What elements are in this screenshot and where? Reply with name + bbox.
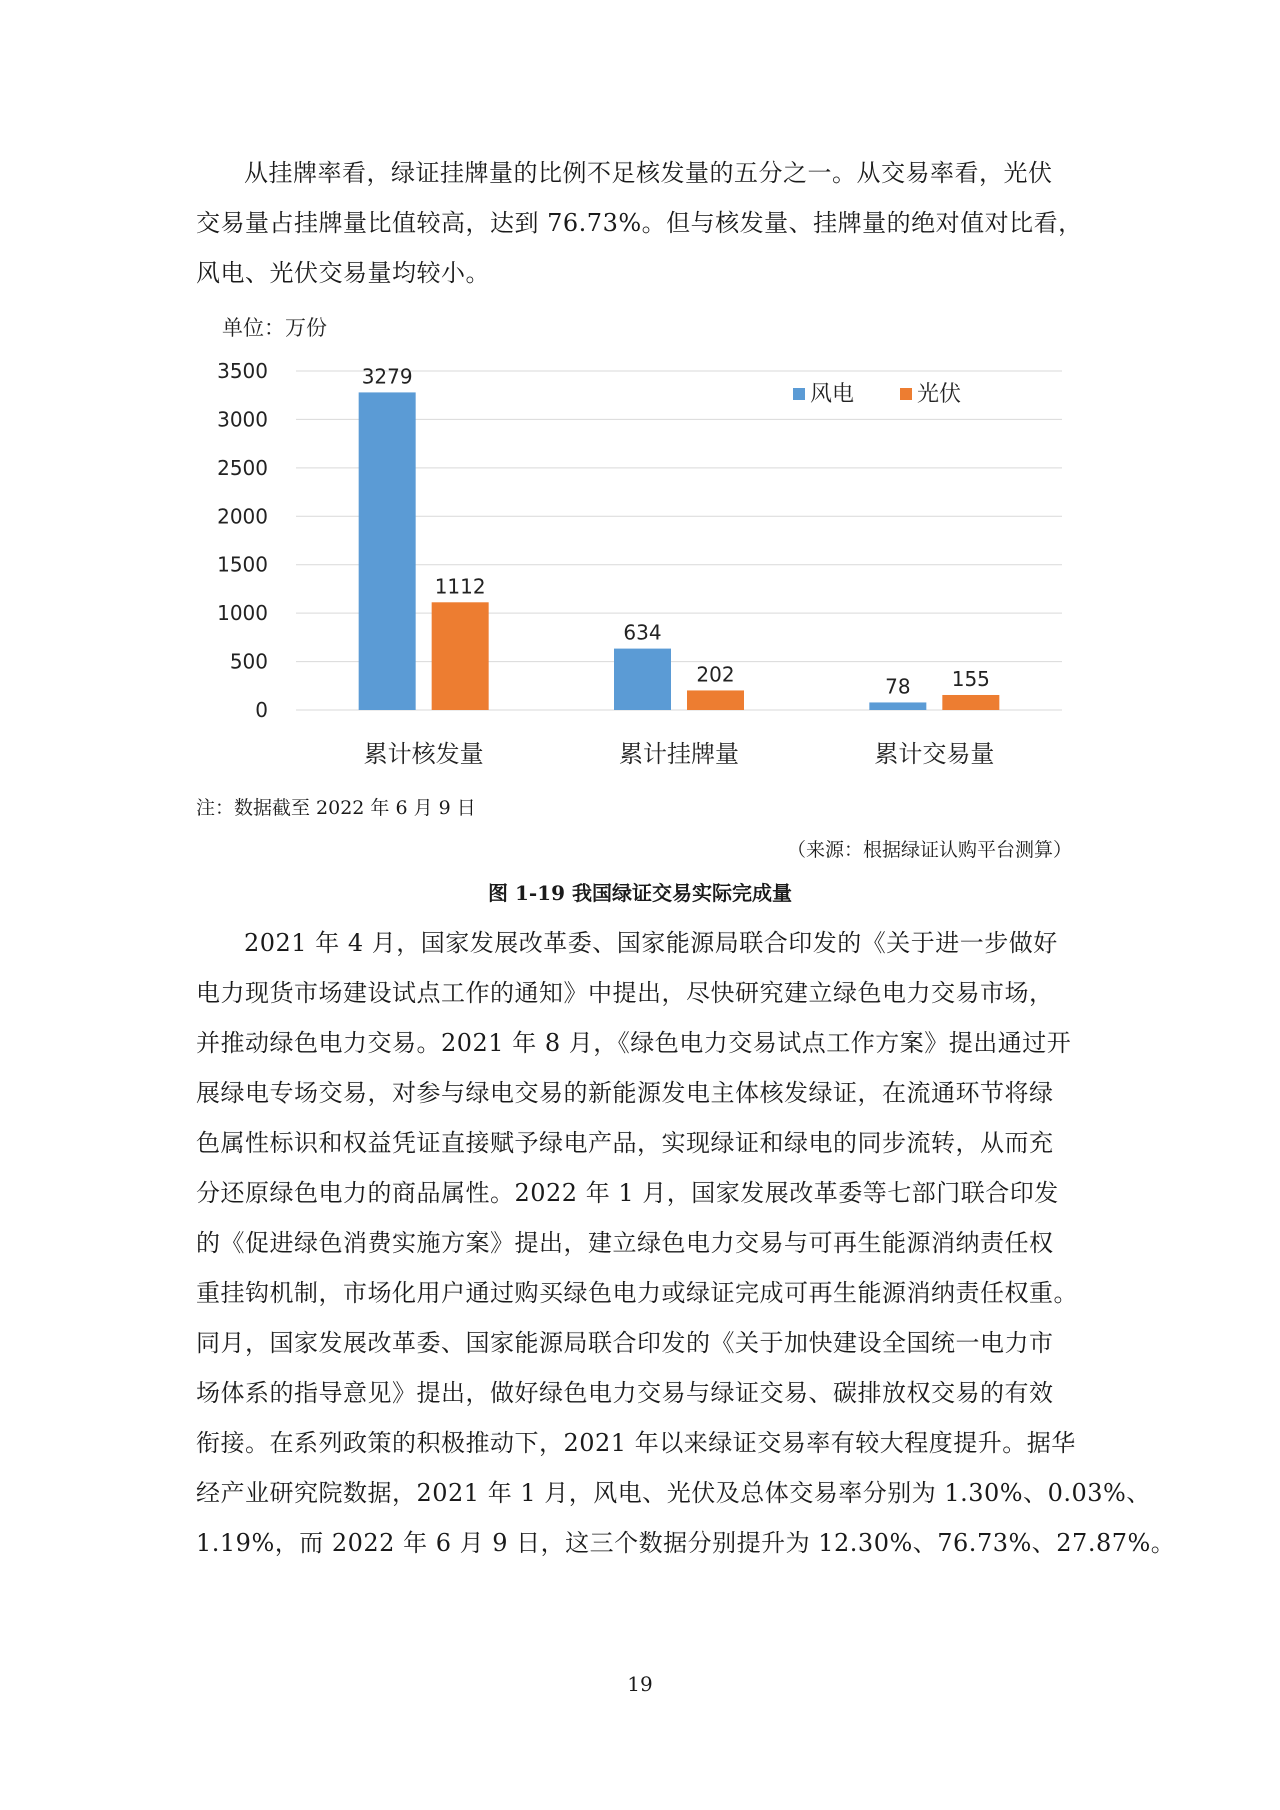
bar-wind xyxy=(869,702,926,710)
bar-wind xyxy=(359,392,416,710)
paragraph-line: 衔接。在系列政策的积极推动下，2021 年以来绿证交易率有较大程度提升。据华 xyxy=(196,1429,1076,1457)
chart-note: 注：数据截至 2022 年 6 月 9 日 xyxy=(196,797,476,819)
data-label: 634 xyxy=(623,620,662,645)
paragraph-line: 展绿电专场交易，对参与绿电交易的新能源发电主体核发绿证，在流通环节将绿 xyxy=(196,1079,1054,1107)
bar-solar xyxy=(942,695,999,710)
legend-label: 光伏 xyxy=(917,382,962,407)
paragraph-line: 重挂钩机制，市场化用户通过购买绿色电力或绿证完成可再生能源消纳责任权重。 xyxy=(196,1279,1078,1307)
intro-paragraph xyxy=(196,148,1096,298)
bar-solar xyxy=(687,690,744,710)
legend-label: 风电 xyxy=(810,382,855,407)
y-tick-label: 2000 xyxy=(217,504,268,529)
paragraph-line: 的《促进绿色消费实施方案》提出，建立绿色电力交易与可再生能源消纳责任权 xyxy=(196,1229,1054,1257)
y-tick-label: 0 xyxy=(255,698,268,722)
x-tick-label: 累计交易量 xyxy=(874,740,995,768)
y-tick-label: 500 xyxy=(229,649,268,674)
legend-swatch xyxy=(900,388,912,400)
paragraph-line: 场体系的指导意见》提出，做好绿色电力交易与绿证交易、碳排放权交易的有效 xyxy=(196,1379,1054,1407)
paragraph-line: 电力现货市场建设试点工作的通知》中提出，尽快研究建立绿色电力交易市场， xyxy=(196,979,1054,1007)
paragraph-line: 色属性标识和权益凭证直接赋予绿电产品，实现绿证和绿电的同步流转，从而充 xyxy=(196,1129,1054,1157)
y-tick-label: 3000 xyxy=(217,407,268,432)
paragraph-line: 经产业研究院数据，2021 年 1 月，风电、光伏及总体交易率分别为 1.30%、0.03%、 xyxy=(196,1479,1151,1507)
paragraph-line: 并推动绿色电力交易。2021 年 8 月，《绿色电力交易试点工作方案》提出通过开 xyxy=(196,1029,1072,1057)
y-tick-label: 3500 xyxy=(217,359,268,383)
page-number: 19 xyxy=(627,1672,653,1696)
figure-caption: 图 1-19 我国绿证交易实际完成量 xyxy=(488,881,792,905)
bar-chart xyxy=(0,300,1280,780)
x-tick-label: 累计挂牌量 xyxy=(619,740,739,768)
data-label: 155 xyxy=(951,666,990,691)
paragraph-line: 风电、光伏交易量均较小。 xyxy=(196,259,490,287)
data-label: 78 xyxy=(885,674,911,699)
paragraph-line: 交易量占挂牌量比值较高，达到 76.73%。但与核发量、挂牌量的绝对值对比看， xyxy=(196,209,1083,237)
policy-paragraph xyxy=(196,918,1176,1568)
bar-solar xyxy=(432,602,489,710)
data-label: 202 xyxy=(696,662,735,687)
x-tick-label: 累计核发量 xyxy=(363,740,484,768)
unit-label: 单位：万份 xyxy=(222,316,327,340)
paragraph-line: 2021 年 4 月，国家发展改革委、国家能源局联合印发的《关于进一步做好 xyxy=(244,929,1058,957)
bar-wind xyxy=(614,649,671,710)
data-label: 1112 xyxy=(434,574,486,599)
paragraph-line: 同月，国家发展改革委、国家能源局联合印发的《关于加快建设全国统一电力市 xyxy=(196,1329,1054,1357)
paragraph-line: 从挂牌率看，绿证挂牌量的比例不足核发量的五分之一。从交易率看，光伏 xyxy=(244,159,1053,187)
paragraph-line: 1.19%，而 2022 年 6 月 9 日，这三个数据分别提升为 12.30%、76.73%、27.87%。 xyxy=(196,1529,1176,1557)
legend-swatch xyxy=(793,388,805,400)
paragraph-line: 分还原绿色电力的商品属性。2022 年 1 月，国家发展改革委等七部门联合印发 xyxy=(196,1179,1059,1207)
y-tick-label: 1500 xyxy=(217,552,268,577)
chart-source: （来源：根据绿证认购平台测算） xyxy=(786,839,1072,861)
data-label: 3279 xyxy=(361,364,413,389)
y-tick-label: 2500 xyxy=(217,455,268,480)
y-tick-label: 1000 xyxy=(217,601,268,626)
